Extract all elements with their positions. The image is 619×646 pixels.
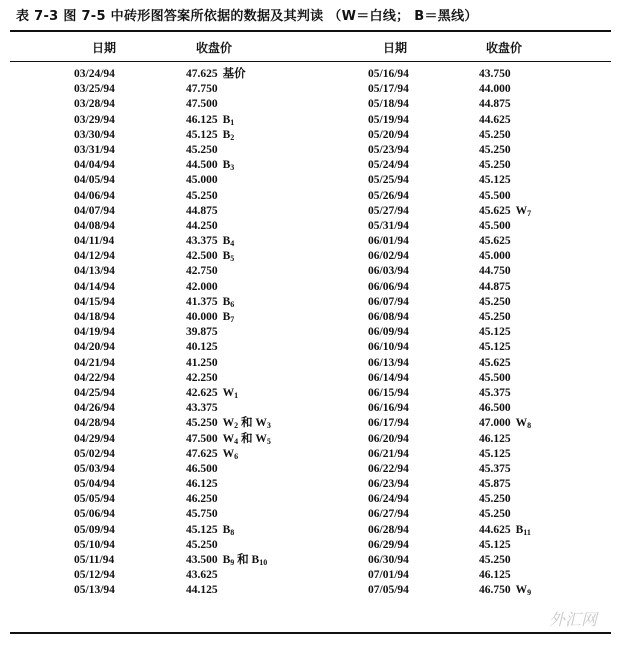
table-row (368, 234, 608, 249)
date-cell: 05/31/94 (368, 219, 409, 232)
price-value: 46.250 (186, 493, 218, 506)
date-cell: 05/26/94 (368, 189, 409, 202)
price-value: 45.625 (479, 356, 511, 369)
date-cell: 03/25/94 (74, 83, 115, 96)
date-cell: 05/18/94 (368, 98, 409, 111)
table-row (368, 492, 608, 507)
table-row (368, 340, 608, 355)
date-cell: 07/05/94 (368, 584, 409, 597)
table-row (74, 113, 354, 128)
date-cell: 05/02/94 (74, 447, 115, 460)
price-cell (186, 507, 218, 522)
table-row (368, 583, 608, 598)
price-value: 45.625 (479, 235, 511, 248)
price-cell (479, 113, 511, 128)
table-row (368, 82, 608, 97)
bottom-rule (10, 632, 611, 634)
table-title: 表 7-3 图 7-5 中砖形图答案所依据的数据及其判读 （W＝白线； B＝黑线） (16, 9, 478, 24)
table-row (368, 447, 608, 462)
date-cell: 05/20/94 (368, 128, 409, 141)
price-cell (186, 280, 218, 295)
table-row (368, 67, 608, 82)
annotation-label: $B_3$ (222, 159, 235, 173)
date-cell: 05/24/94 (368, 159, 409, 172)
date-cell: 03/28/94 (74, 98, 115, 111)
table-row (368, 462, 608, 477)
price-value: 45.125 (479, 447, 511, 460)
price-cell (479, 173, 511, 188)
price-cell (479, 158, 511, 173)
annotation-label: $W_2$ 和 $W_3$ (222, 417, 271, 431)
price-value: 43.375 (186, 235, 218, 248)
price-value: 45.250 (186, 538, 218, 551)
price-cell (186, 568, 218, 583)
price-value: 47.625 (186, 68, 218, 80)
price-cell (479, 477, 511, 492)
table-row (74, 234, 354, 249)
price-cell (479, 462, 511, 477)
price-cell (479, 340, 511, 355)
annotation-label: $B_2$ (222, 128, 235, 142)
price-cell (186, 538, 218, 553)
table-row (74, 325, 354, 340)
table-row (368, 113, 608, 128)
annotation-label: $W_4$ 和 $W_5$ (222, 432, 271, 446)
price-value: 45.250 (186, 189, 218, 202)
price-cell (186, 325, 218, 340)
table-row (368, 310, 608, 325)
table-row (74, 462, 354, 477)
price-cell (186, 189, 218, 204)
table-row (368, 416, 608, 431)
price-value: 46.125 (186, 478, 218, 491)
date-cell: 06/10/94 (368, 341, 409, 354)
price-value: 45.125 (186, 128, 218, 141)
price-value: 46.500 (186, 462, 218, 475)
table-row (368, 432, 608, 447)
price-value: 44.625 (479, 523, 511, 536)
price-cell (186, 97, 218, 112)
table-row (74, 492, 354, 507)
date-cell: 05/25/94 (368, 174, 409, 187)
price-value: 40.000 (186, 311, 218, 323)
date-cell: 06/21/94 (368, 447, 409, 460)
price-value: 45.250 (479, 128, 511, 141)
table-row (368, 173, 608, 188)
price-value: 45.250 (479, 554, 511, 566)
annotation-label: 基价 (222, 68, 246, 80)
price-value: 46.125 (479, 432, 511, 445)
date-cell: 05/17/94 (368, 83, 409, 96)
price-cell (479, 568, 511, 583)
annotation-label: $W_6$ (222, 447, 239, 461)
date-cell: 06/23/94 (368, 478, 409, 491)
date-cell: 06/02/94 (368, 250, 409, 263)
price-value: 45.125 (479, 174, 511, 187)
price-cell (479, 401, 511, 416)
price-value: 44.875 (186, 204, 218, 217)
price-cell (479, 447, 511, 462)
table-row (368, 356, 608, 371)
price-cell (479, 82, 511, 97)
price-value: 44.750 (479, 265, 511, 278)
top-rule (10, 30, 611, 32)
price-cell (186, 340, 218, 355)
date-cell: 04/18/94 (74, 311, 115, 323)
annotation-label: $B_5$ (222, 250, 235, 264)
date-cell: 04/04/94 (74, 159, 115, 172)
price-value: 45.250 (479, 493, 511, 506)
table-row (368, 401, 608, 416)
table-row (74, 553, 354, 568)
table-row (368, 477, 608, 492)
table-row (368, 371, 608, 386)
price-value: 45.750 (186, 508, 218, 521)
price-value: 46.125 (186, 113, 218, 126)
table-row (74, 189, 354, 204)
price-cell (479, 264, 511, 279)
price-value: 45.500 (479, 189, 511, 202)
date-cell: 04/15/94 (74, 295, 115, 308)
price-value: 45.625 (479, 204, 511, 217)
date-cell: 06/27/94 (368, 508, 409, 521)
date-cell: 06/28/94 (368, 523, 409, 536)
price-value: 46.750 (479, 584, 511, 597)
table-row (74, 82, 354, 97)
price-value: 47.750 (186, 83, 218, 96)
price-cell (479, 371, 511, 386)
price-cell (479, 432, 511, 447)
date-cell: 03/29/94 (74, 113, 115, 126)
table-row (368, 219, 608, 234)
date-cell: 04/21/94 (74, 356, 115, 369)
table-row (368, 143, 608, 158)
date-cell: 05/05/94 (74, 493, 115, 506)
annotation-label: $B_6$ (222, 295, 235, 309)
table-row (74, 568, 354, 583)
date-cell: 06/03/94 (368, 265, 409, 278)
table-row (368, 325, 608, 340)
date-cell: 05/16/94 (368, 68, 409, 80)
date-cell: 05/10/94 (74, 538, 115, 551)
price-value: 43.375 (186, 402, 218, 415)
price-value: 47.000 (479, 417, 511, 430)
price-cell (479, 128, 511, 143)
price-value: 44.875 (479, 280, 511, 293)
table-row (368, 97, 608, 112)
table-row (74, 371, 354, 386)
table-row (74, 204, 354, 219)
table-row (74, 264, 354, 279)
price-cell (186, 371, 218, 386)
price-value: 45.125 (186, 523, 218, 536)
date-cell: 03/24/94 (74, 68, 115, 80)
date-cell: 05/03/94 (74, 462, 115, 475)
price-value: 42.250 (186, 371, 218, 384)
price-value: 46.500 (479, 402, 511, 415)
price-value: 45.500 (479, 371, 511, 384)
date-cell: 06/29/94 (368, 538, 409, 551)
price-value: 44.625 (479, 113, 511, 126)
table-row (74, 295, 354, 310)
table-row (74, 477, 354, 492)
price-cell (479, 538, 511, 553)
price-value: 45.125 (479, 326, 511, 339)
price-cell (479, 507, 511, 522)
price-value: 45.375 (479, 462, 511, 475)
price-cell (186, 82, 218, 97)
price-cell (479, 219, 511, 234)
table-row (74, 416, 354, 431)
price-cell (479, 280, 511, 295)
left-date-header: 日期 (92, 41, 117, 55)
price-value: 47.500 (186, 432, 218, 445)
date-cell: 04/26/94 (74, 402, 115, 415)
price-cell (479, 97, 511, 112)
price-cell (479, 295, 511, 310)
price-value: 45.375 (479, 386, 511, 399)
date-cell: 04/05/94 (74, 174, 115, 187)
table-row (74, 523, 354, 538)
table-row (368, 553, 608, 568)
price-value: 45.250 (479, 508, 511, 521)
left-column-rows (74, 67, 354, 599)
table-row (74, 507, 354, 522)
table-row (74, 173, 354, 188)
price-cell (186, 67, 246, 82)
price-cell (479, 325, 511, 340)
price-value: 46.125 (479, 569, 511, 582)
watermark: 外汇网 (548, 610, 597, 629)
price-value: 45.125 (479, 341, 511, 354)
table-row (74, 401, 354, 416)
date-cell: 04/06/94 (74, 189, 115, 202)
price-value: 45.500 (479, 219, 511, 232)
price-cell (186, 583, 218, 598)
price-value: 42.625 (186, 386, 218, 399)
date-cell: 04/08/94 (74, 219, 115, 232)
date-cell: 04/25/94 (74, 386, 115, 399)
price-value: 45.000 (479, 250, 511, 263)
table-row (74, 280, 354, 295)
table-row (368, 523, 608, 538)
table-row (368, 538, 608, 553)
table-row (368, 204, 608, 219)
table-row (74, 158, 354, 173)
price-value: 45.125 (479, 538, 511, 551)
table-row (368, 158, 608, 173)
annotation-label: $W_8$ (515, 417, 532, 431)
annotation-label: $W_1$ (222, 386, 239, 400)
table-row (74, 340, 354, 355)
price-cell (186, 492, 218, 507)
table-row (368, 264, 608, 279)
annotation-label: $W_7$ (515, 204, 532, 218)
price-value: 41.375 (186, 295, 218, 308)
date-cell: 05/11/94 (74, 554, 115, 566)
date-cell: 04/22/94 (74, 371, 115, 384)
table-row (368, 249, 608, 264)
table-row (368, 295, 608, 310)
price-value: 47.500 (186, 98, 218, 111)
price-cell (186, 462, 218, 477)
date-cell: 07/01/94 (368, 569, 409, 582)
price-value: 45.000 (186, 174, 218, 187)
date-cell: 06/30/94 (368, 554, 409, 566)
date-cell: 06/16/94 (368, 402, 409, 415)
price-cell (479, 583, 531, 600)
table-row (74, 447, 354, 462)
table-row (368, 128, 608, 143)
price-cell (479, 310, 511, 325)
date-cell: 06/22/94 (368, 462, 409, 475)
table-row (74, 143, 354, 158)
price-cell (479, 189, 511, 204)
date-cell: 06/07/94 (368, 295, 409, 308)
date-cell: 06/01/94 (368, 235, 409, 248)
date-cell: 06/14/94 (368, 371, 409, 384)
price-value: 44.875 (479, 98, 511, 111)
table-row (74, 356, 354, 371)
price-value: 43.500 (186, 554, 218, 566)
right-column-rows (368, 67, 608, 599)
table-row (368, 189, 608, 204)
date-cell: 04/13/94 (74, 265, 115, 278)
price-value: 47.625 (186, 447, 218, 460)
right-date-header: 日期 (383, 41, 408, 55)
price-value: 40.125 (186, 341, 218, 354)
annotation-label: $B_7$ (222, 311, 235, 324)
price-cell (186, 204, 218, 219)
date-cell: 04/29/94 (74, 432, 115, 445)
annotation-label: $B_9$ 和 $B_{10}$ (222, 554, 268, 567)
date-cell: 05/23/94 (368, 143, 409, 156)
annotation-label: $B_8$ (222, 523, 235, 537)
price-value: 42.000 (186, 280, 218, 293)
price-value: 42.500 (186, 250, 218, 263)
price-value: 45.875 (479, 478, 511, 491)
date-cell: 03/30/94 (74, 128, 115, 141)
price-cell (186, 401, 218, 416)
table-row (74, 310, 354, 325)
date-cell: 04/07/94 (74, 204, 115, 217)
price-value: 45.250 (479, 143, 511, 156)
date-cell: 06/09/94 (368, 326, 409, 339)
price-cell (479, 67, 511, 82)
price-cell (186, 356, 218, 371)
price-value: 44.500 (186, 159, 218, 172)
annotation-label: $B_4$ (222, 235, 235, 249)
price-value: 44.125 (186, 584, 218, 597)
price-cell (479, 553, 511, 568)
price-value: 45.250 (186, 417, 218, 430)
date-cell: 06/15/94 (368, 386, 409, 399)
price-cell (479, 143, 511, 158)
price-value: 39.875 (186, 326, 218, 339)
table-row (74, 538, 354, 553)
header-rule (10, 61, 611, 62)
price-value: 45.250 (479, 295, 511, 308)
price-value: 43.750 (479, 68, 511, 80)
table-row (74, 219, 354, 234)
date-cell: 04/28/94 (74, 417, 115, 430)
date-cell: 04/19/94 (74, 326, 115, 339)
table-row (74, 583, 354, 598)
date-cell: 05/04/94 (74, 478, 115, 491)
price-cell (186, 173, 218, 188)
price-cell (479, 492, 511, 507)
date-cell: 05/19/94 (368, 113, 409, 126)
date-cell: 04/14/94 (74, 280, 115, 293)
price-cell (479, 356, 511, 371)
price-cell (479, 249, 511, 264)
date-cell: 06/17/94 (368, 417, 409, 430)
date-cell: 04/20/94 (74, 341, 115, 354)
date-cell: 04/12/94 (74, 250, 115, 263)
table-row (368, 386, 608, 401)
price-cell (186, 219, 218, 234)
date-cell: 05/27/94 (368, 204, 409, 217)
price-value: 41.250 (186, 356, 218, 369)
price-value: 43.625 (186, 569, 218, 582)
table-row (74, 128, 354, 143)
price-cell (479, 386, 511, 401)
price-cell (186, 264, 218, 279)
price-value: 44.000 (479, 83, 511, 96)
date-cell: 05/09/94 (74, 523, 115, 536)
price-cell (186, 477, 218, 492)
price-value: 44.250 (186, 219, 218, 232)
price-value: 45.250 (479, 311, 511, 323)
date-cell: 03/31/94 (74, 143, 115, 156)
date-cell: 05/13/94 (74, 584, 115, 597)
annotation-label: $B_1$ (222, 113, 235, 127)
table-row (368, 507, 608, 522)
table-row (74, 432, 354, 447)
annotation-label: $B_{11}$ (515, 523, 531, 537)
date-cell: 04/11/94 (74, 235, 115, 248)
price-cell (186, 143, 218, 158)
date-cell: 06/24/94 (368, 493, 409, 506)
date-cell: 06/08/94 (368, 311, 409, 323)
date-cell: 06/13/94 (368, 356, 409, 369)
price-value: 42.750 (186, 265, 218, 278)
date-cell: 06/20/94 (368, 432, 409, 445)
date-cell: 05/06/94 (74, 508, 115, 521)
annotation-label: $W_9$ (515, 584, 532, 598)
table-row (74, 386, 354, 401)
table-row (74, 249, 354, 264)
table-row (368, 568, 608, 583)
price-cell (479, 234, 511, 249)
left-price-header: 收盘价 (196, 41, 233, 55)
right-price-header: 收盘价 (486, 41, 523, 55)
date-cell: 05/12/94 (74, 569, 115, 582)
price-value: 45.250 (186, 143, 218, 156)
table-row (74, 97, 354, 112)
price-value: 45.250 (479, 159, 511, 172)
date-cell: 06/06/94 (368, 280, 409, 293)
table-row (368, 280, 608, 295)
table-row (74, 67, 354, 82)
